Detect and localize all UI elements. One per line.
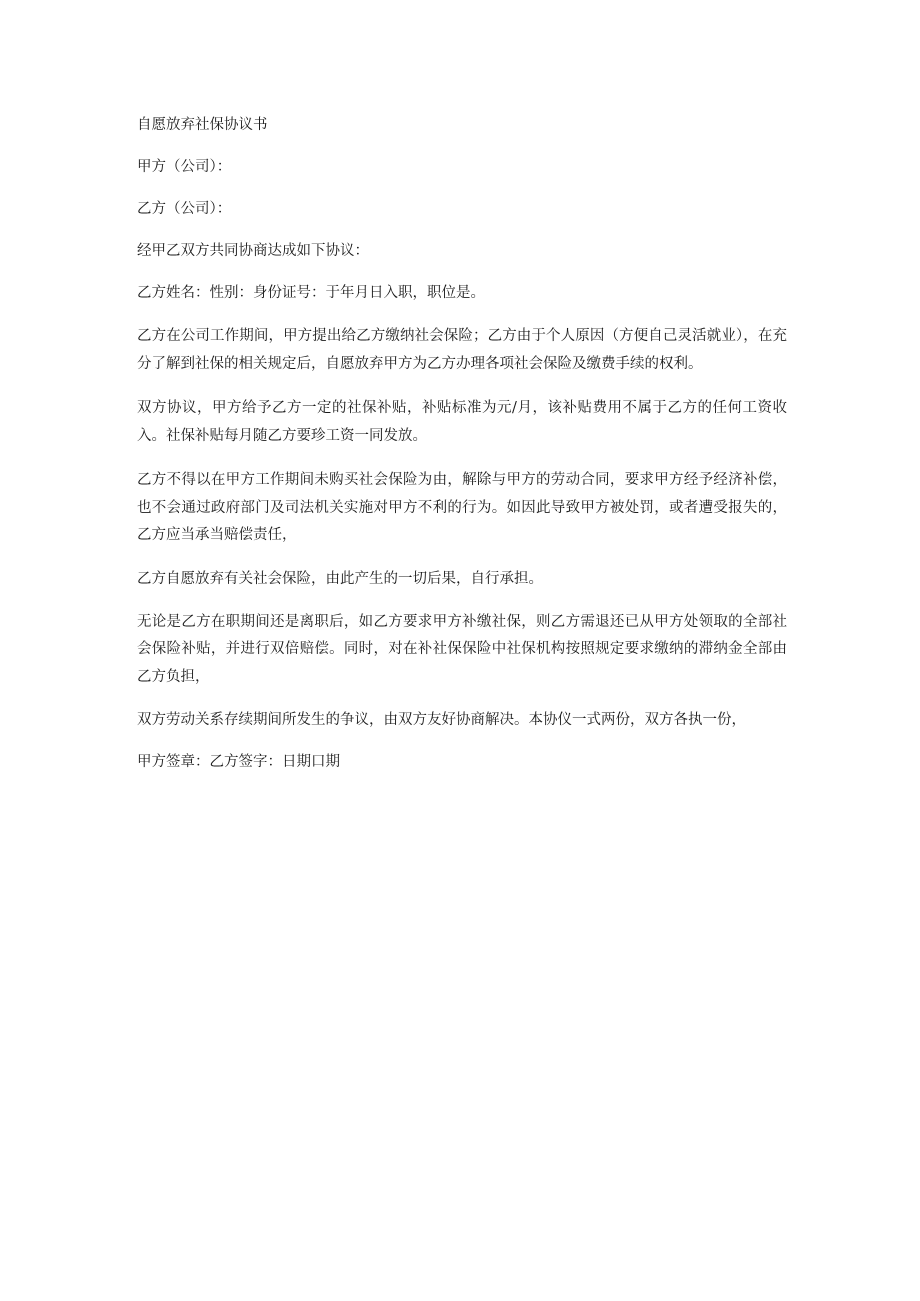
agreement-body xyxy=(137,113,787,775)
party-b-info-line: 乙方姓名：性别：身份证号：于年月日入职，职位是。 xyxy=(137,285,485,301)
clause-consequences: 乙方自愿放弃有关社会保险，由此产生的一切后果，自行承担。 xyxy=(137,570,543,587)
party-a-line: 甲方（公司）： xyxy=(137,159,232,175)
clause-disputes: 双方劳动关系存续期间所发生的争议，由双方友好协商解决。本协仪一式两份，双方各执一份， xyxy=(137,712,746,728)
clause-repayment: 无论是乙方在职期间还是离职后，如乙方要求甲方补缴社保，则乙方需退还已从甲方处领取的全部社会保险补贴，并进行双倍赔偿。同时，对在补社保保险中社保机构按照规定要求缴纳的滞纳金全部由乙方负担， xyxy=(137,613,787,685)
party-b-line: 乙方（公司）： xyxy=(137,201,232,217)
document-title: 自愿放弃社保协议书 xyxy=(137,117,268,133)
clause-no-claims: 乙方不得以在甲方工作期间未购买社会保险为由，解除与甲方的劳动合同，要求甲方经予经济补偿，也不会通过政府部门及司法机关实施对甲方不利的行为。如因此导致甲方被处罚，或者遭受报失的，乙方应当承当赔偿责任， xyxy=(137,472,787,543)
clause-subsidy: 双方协议，甲方给予乙方一定的社保补贴，补贴标准为元/月，该补贴费用不属于乙方的任何工资收入。社保补贴每月随乙方要珍工资一同发放。 xyxy=(137,400,787,444)
clause-waiver: 乙方在公司工作期间，甲方提出给乙方缴纳社会保险；乙方由于个人原因（方便自己灵活就业），在充分了解到社保的相关规定后，自愿放弃甲方为乙方办理各项社会保险及缴费手续的权利。 xyxy=(137,328,787,372)
signature-line: 甲方签章：乙方签字：日期口期 xyxy=(137,754,340,770)
intro-line: 经甲乙双方共同协商达成如下协议： xyxy=(137,243,369,259)
